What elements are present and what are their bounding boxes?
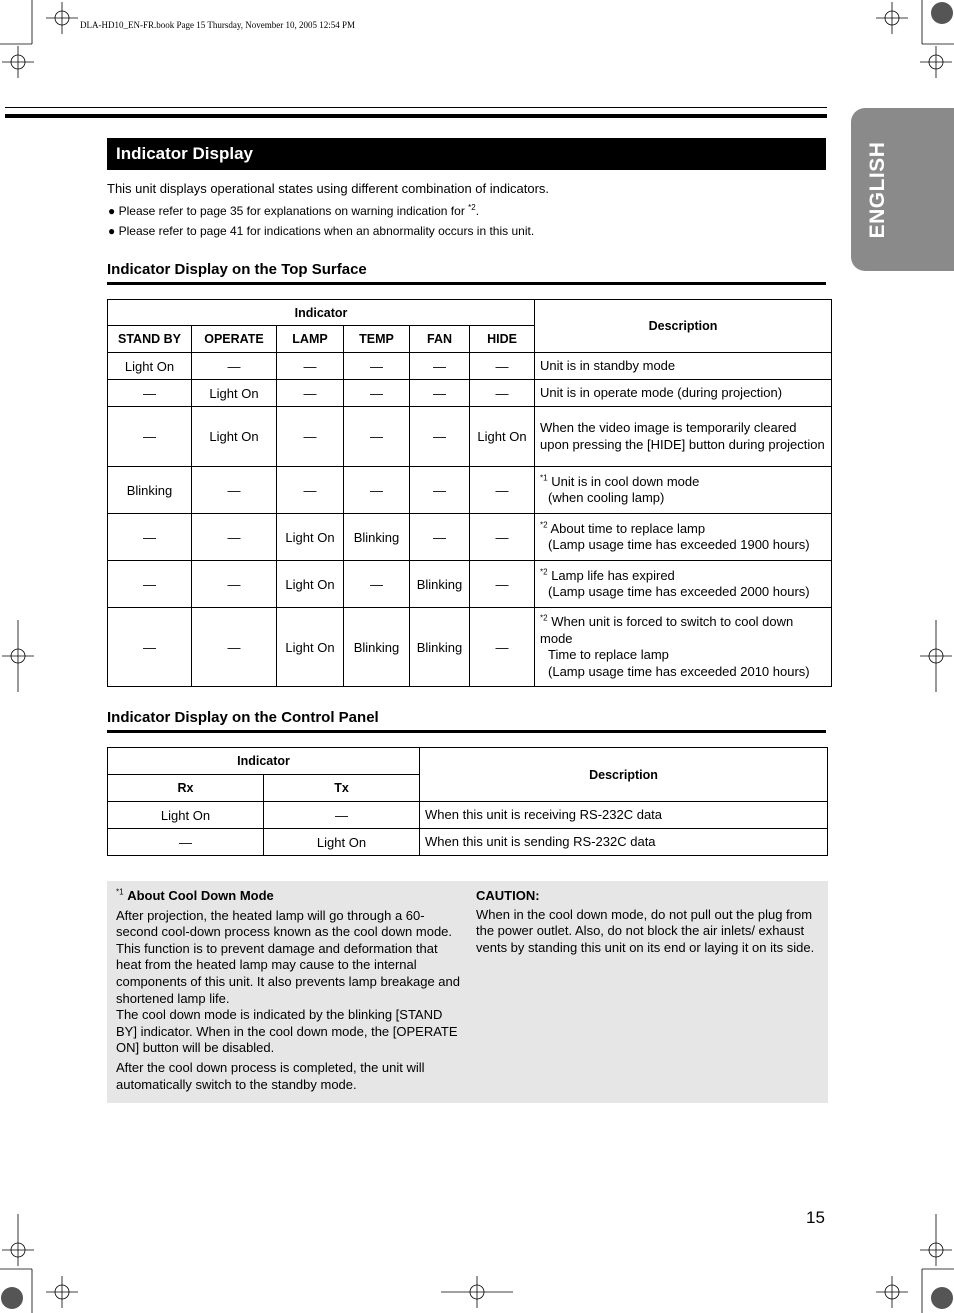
- description-cell: When this unit is receiving RS-232C data: [420, 802, 828, 829]
- column-header: HIDE: [470, 326, 535, 353]
- intro-text: This unit displays operational states using different combination of indicators.: [107, 181, 550, 196]
- indicator-cell: Blinking: [344, 608, 410, 687]
- description-line: (when cooling lamp): [548, 490, 665, 505]
- indicator-group-header: Indicator: [108, 748, 420, 775]
- page-title: Indicator Display: [116, 144, 253, 163]
- table-row: [108, 608, 832, 687]
- description-cell: [535, 467, 832, 514]
- control-panel-rule: [107, 730, 826, 733]
- control-panel-table: [107, 747, 828, 856]
- indicator-cell: —: [410, 467, 470, 514]
- indicator-cell: —: [410, 380, 470, 407]
- indicator-cell: —: [264, 802, 420, 829]
- footnote-ref: *2: [540, 520, 548, 530]
- column-header: Tx: [264, 775, 420, 802]
- language-tab-label: ENGLISH: [866, 141, 889, 238]
- cool-down-para: After the cool down process is completed, the unit will automatically switch to the standby mode.: [116, 1059, 425, 1092]
- description-cell: [535, 561, 832, 608]
- indicator-group-header: Indicator: [108, 300, 535, 326]
- indicator-cell: Blinking: [108, 467, 192, 514]
- table-row: [108, 353, 832, 380]
- indicator-cell: Light On: [277, 608, 344, 687]
- footnote-ref: *2: [540, 567, 548, 577]
- bullet-item: [108, 204, 479, 218]
- indicator-cell: Light On: [264, 829, 420, 856]
- indicator-cell: —: [192, 514, 277, 561]
- header-rule-thin: [5, 107, 827, 108]
- indicator-cell: —: [470, 380, 535, 407]
- indicator-cell: Light On: [277, 514, 344, 561]
- indicator-cell: Light On: [470, 407, 535, 467]
- footnote-ref: *1: [540, 473, 548, 483]
- indicator-cell: —: [108, 380, 192, 407]
- language-tab: [851, 108, 954, 271]
- description-line: Unit is in cool down mode: [551, 473, 700, 489]
- header-rule-thick: [5, 114, 827, 118]
- column-header: STAND BY: [108, 326, 192, 353]
- indicator-cell: —: [277, 380, 344, 407]
- indicator-cell: —: [470, 353, 535, 380]
- indicator-cell: —: [108, 514, 192, 561]
- indicator-cell: —: [108, 608, 192, 687]
- indicator-cell: —: [470, 608, 535, 687]
- column-header: TEMP: [344, 326, 410, 353]
- indicator-cell: —: [108, 829, 264, 856]
- indicator-cell: —: [410, 514, 470, 561]
- indicator-cell: Light On: [192, 380, 277, 407]
- footnote-ref: *1: [116, 887, 124, 897]
- description-cell: When this unit is sending RS-232C data: [420, 829, 828, 856]
- indicator-cell: —: [277, 407, 344, 467]
- table-row: [108, 380, 832, 407]
- indicator-cell: —: [192, 353, 277, 380]
- indicator-cell: Light On: [108, 802, 264, 829]
- indicator-cell: —: [470, 514, 535, 561]
- description-line: (Lamp usage time has exceeded 2000 hours): [548, 584, 810, 599]
- description-cell: [535, 353, 832, 380]
- description-cell: [535, 380, 832, 407]
- table-row: [108, 514, 832, 561]
- description-line: (Lamp usage time has exceeded 1900 hours): [548, 537, 810, 552]
- description-header: Description: [420, 748, 828, 802]
- footnote-ref: *2: [468, 203, 476, 212]
- indicator-cell: Light On: [277, 561, 344, 608]
- description-line: About time to replace lamp: [550, 520, 706, 536]
- top-surface-table: [107, 299, 832, 687]
- column-header: Rx: [108, 775, 264, 802]
- indicator-cell: —: [410, 407, 470, 467]
- top-surface-heading: Indicator Display on the Top Surface: [107, 261, 367, 278]
- caution-note: [476, 888, 821, 956]
- table-row: [108, 561, 832, 608]
- description-line: (Lamp usage time has exceeded 2010 hours): [548, 663, 810, 679]
- indicator-cell: —: [277, 353, 344, 380]
- bullet-item: [108, 224, 534, 238]
- indicator-cell: Blinking: [410, 561, 470, 608]
- table-row: [108, 829, 828, 856]
- indicator-cell: —: [344, 407, 410, 467]
- caution-text: When in the cool down mode, do not pull out the plug from the power outlet. Also, do not block the air inlets/ exhaust vents by standing this unit on its end or laying it on its side.: [476, 906, 815, 955]
- description-header: Description: [535, 300, 832, 353]
- description-line: Time to replace lamp: [548, 647, 669, 662]
- column-header: LAMP: [277, 326, 344, 353]
- indicator-cell: —: [344, 380, 410, 407]
- indicator-cell: —: [344, 467, 410, 514]
- description-cell: [535, 514, 832, 561]
- bullet-tail: .: [475, 204, 480, 218]
- indicator-cell: —: [470, 467, 535, 514]
- cool-down-note: [116, 888, 461, 1093]
- indicator-cell: —: [192, 561, 277, 608]
- caution-title: CAUTION:: [476, 888, 540, 903]
- column-header: FAN: [410, 326, 470, 353]
- description-cell: [535, 407, 832, 467]
- indicator-cell: —: [344, 561, 410, 608]
- table-row: [108, 407, 832, 467]
- description-line: Lamp life has expired: [551, 567, 675, 583]
- indicator-cell: Light On: [192, 407, 277, 467]
- book-header: DLA-HD10_EN-FR.book Page 15 Thursday, November 10, 2005 12:54 PM: [80, 20, 355, 30]
- indicator-cell: —: [410, 353, 470, 380]
- footnote-ref: *2: [540, 613, 548, 623]
- table-row: [108, 802, 828, 829]
- indicator-cell: Light On: [108, 353, 192, 380]
- indicator-cell: Blinking: [410, 608, 470, 687]
- cool-down-para: After projection, the heated lamp will go through a 60-second cool-down process known as the cool down mode. This function is to prevent damage and deformation that heat from the heated lamp may cause to the internal components of this unit. It also prevents lamp breakage and shortened lamp life.: [116, 907, 460, 1006]
- column-header: OPERATE: [192, 326, 277, 353]
- bullet-dot-icon: ●: [108, 224, 116, 238]
- section-title-bar: [107, 138, 826, 170]
- indicator-cell: —: [277, 467, 344, 514]
- description-cell: [535, 608, 832, 687]
- cool-down-para: The cool down mode is indicated by the blinking [STAND BY] indicator. When in the cool down mode, the [OPERATE ON] button will be disabled.: [116, 1007, 458, 1056]
- notes-box: [107, 881, 828, 1103]
- bullet-text: Please refer to page 35 for explanations on warning indication for: [118, 204, 469, 218]
- bullet-text: Please refer to page 41 for indications when an abnormality occurs in this unit.: [118, 224, 535, 238]
- indicator-cell: Blinking: [344, 514, 410, 561]
- indicator-cell: —: [344, 353, 410, 380]
- control-panel-heading: Indicator Display on the Control Panel: [107, 709, 379, 726]
- bullet-dot-icon: ●: [108, 204, 116, 218]
- indicator-cell: —: [192, 467, 277, 514]
- description-line: Unit is in standby mode: [540, 357, 676, 373]
- description-line: When the video image is temporarily cleared upon pressing the [HIDE] button during projection: [540, 420, 825, 452]
- indicator-cell: —: [108, 561, 192, 608]
- indicator-cell: —: [470, 561, 535, 608]
- indicator-cell: —: [192, 608, 277, 687]
- description-line: Unit is in operate mode (during projection): [540, 384, 783, 400]
- page-number: 15: [806, 1208, 825, 1227]
- description-line: When unit is forced to switch to cool down mode: [540, 614, 794, 646]
- indicator-cell: —: [108, 407, 192, 467]
- cool-down-title: About Cool Down Mode: [127, 888, 274, 903]
- table-row: [108, 467, 832, 514]
- top-surface-rule: [107, 282, 826, 285]
